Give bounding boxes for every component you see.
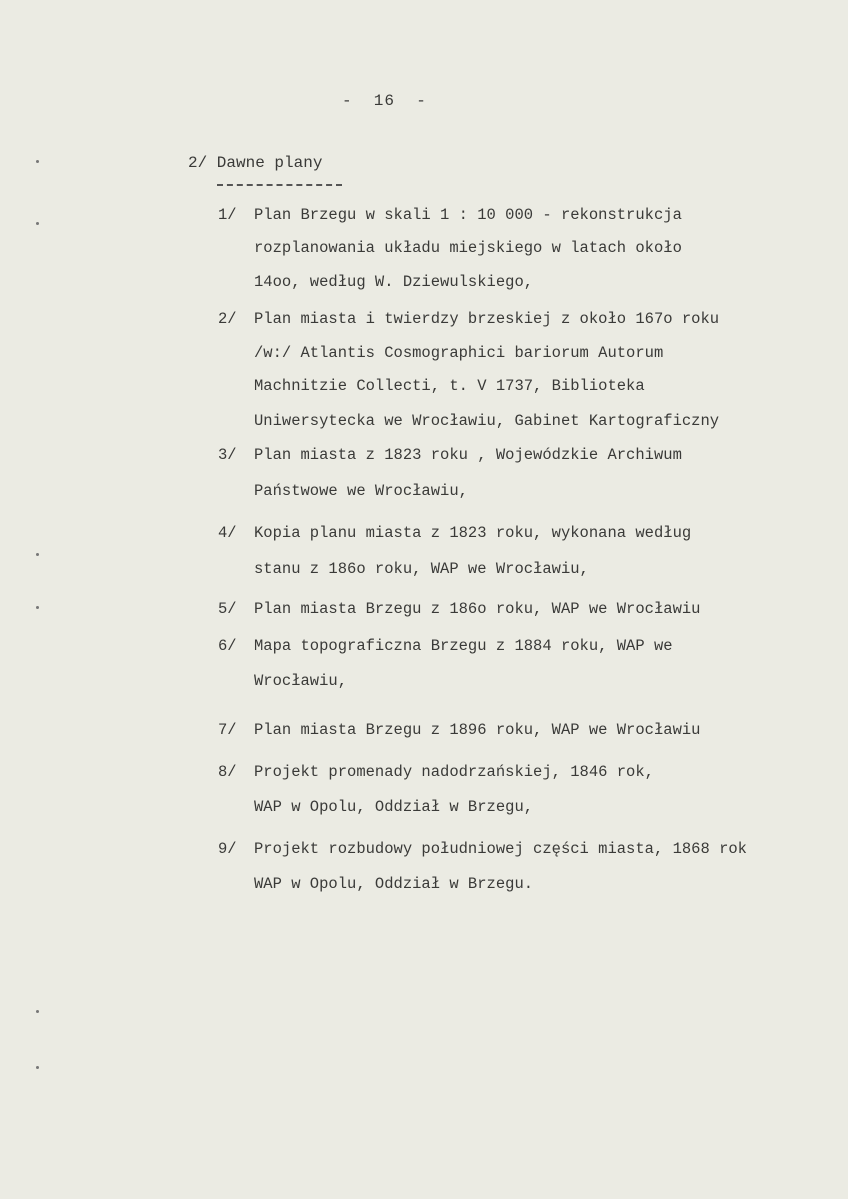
item-text-line: Plan miasta z 1823 roku , Wojewódzkie Archiwum: [254, 446, 682, 464]
item-text-line: Uniwersytecka we Wrocławiu, Gabinet Kartograficzny: [254, 412, 720, 430]
page-number: - 16 -: [342, 92, 427, 110]
item-text-line: Projekt promenady nadodrzańskiej, 1846 rok,: [254, 763, 654, 781]
item-text-line: Plan Brzegu w skali 1 : 10 000 - rekonstrukcja: [254, 206, 682, 224]
item-text-line: Projekt rozbudowy południowej części miasta, 1868 rok: [254, 840, 747, 858]
margin-mark: [36, 1066, 39, 1069]
item-text-line: Wrocławiu,: [254, 672, 348, 690]
item-text-line: /w:/ Atlantis Cosmographici bariorum Autorum: [254, 344, 664, 362]
item-text-line: Plan miasta Brzegu z 1896 roku, WAP we Wrocławiu: [254, 721, 701, 739]
item-text-line: WAP w Opolu, Oddział w Brzegu,: [254, 798, 534, 816]
item-number: 1/: [218, 206, 237, 224]
item-text-line: WAP w Opolu, Oddział w Brzegu.: [254, 875, 534, 893]
item-text-line: stanu z 186o roku, WAP we Wrocławiu,: [254, 560, 589, 578]
item-number: 9/: [218, 840, 237, 858]
item-number: 4/: [218, 524, 237, 542]
margin-mark: [36, 553, 39, 556]
item-text-line: Plan miasta Brzegu z 186o roku, WAP we Wrocławiu: [254, 600, 701, 618]
item-text-line: 14oo, według W. Dziewulskiego,: [254, 273, 534, 291]
item-number: 5/: [218, 600, 237, 618]
item-text-line: rozplanowania układu miejskiego w latach około: [254, 239, 682, 257]
item-text-line: Machnitzie Collecti, t. V 1737, Biblioteka: [254, 377, 645, 395]
item-text-line: Państwowe we Wrocławiu,: [254, 482, 468, 500]
item-text-line: Plan miasta i twierdzy brzeskiej z około 167o roku: [254, 310, 720, 328]
heading-underline: [217, 184, 342, 186]
section-heading: 2/ Dawne plany: [188, 154, 323, 172]
item-number: 6/: [218, 637, 237, 655]
margin-mark: [36, 160, 39, 163]
margin-mark: [36, 1010, 39, 1013]
item-text-line: Kopia planu miasta z 1823 roku, wykonana według: [254, 524, 692, 542]
item-number: 2/: [218, 310, 237, 328]
item-text-line: Mapa topograficzna Brzegu z 1884 roku, WAP we: [254, 637, 673, 655]
item-number: 3/: [218, 446, 237, 464]
item-number: 8/: [218, 763, 237, 781]
item-number: 7/: [218, 721, 237, 739]
margin-mark: [36, 606, 39, 609]
margin-mark: [36, 222, 39, 225]
